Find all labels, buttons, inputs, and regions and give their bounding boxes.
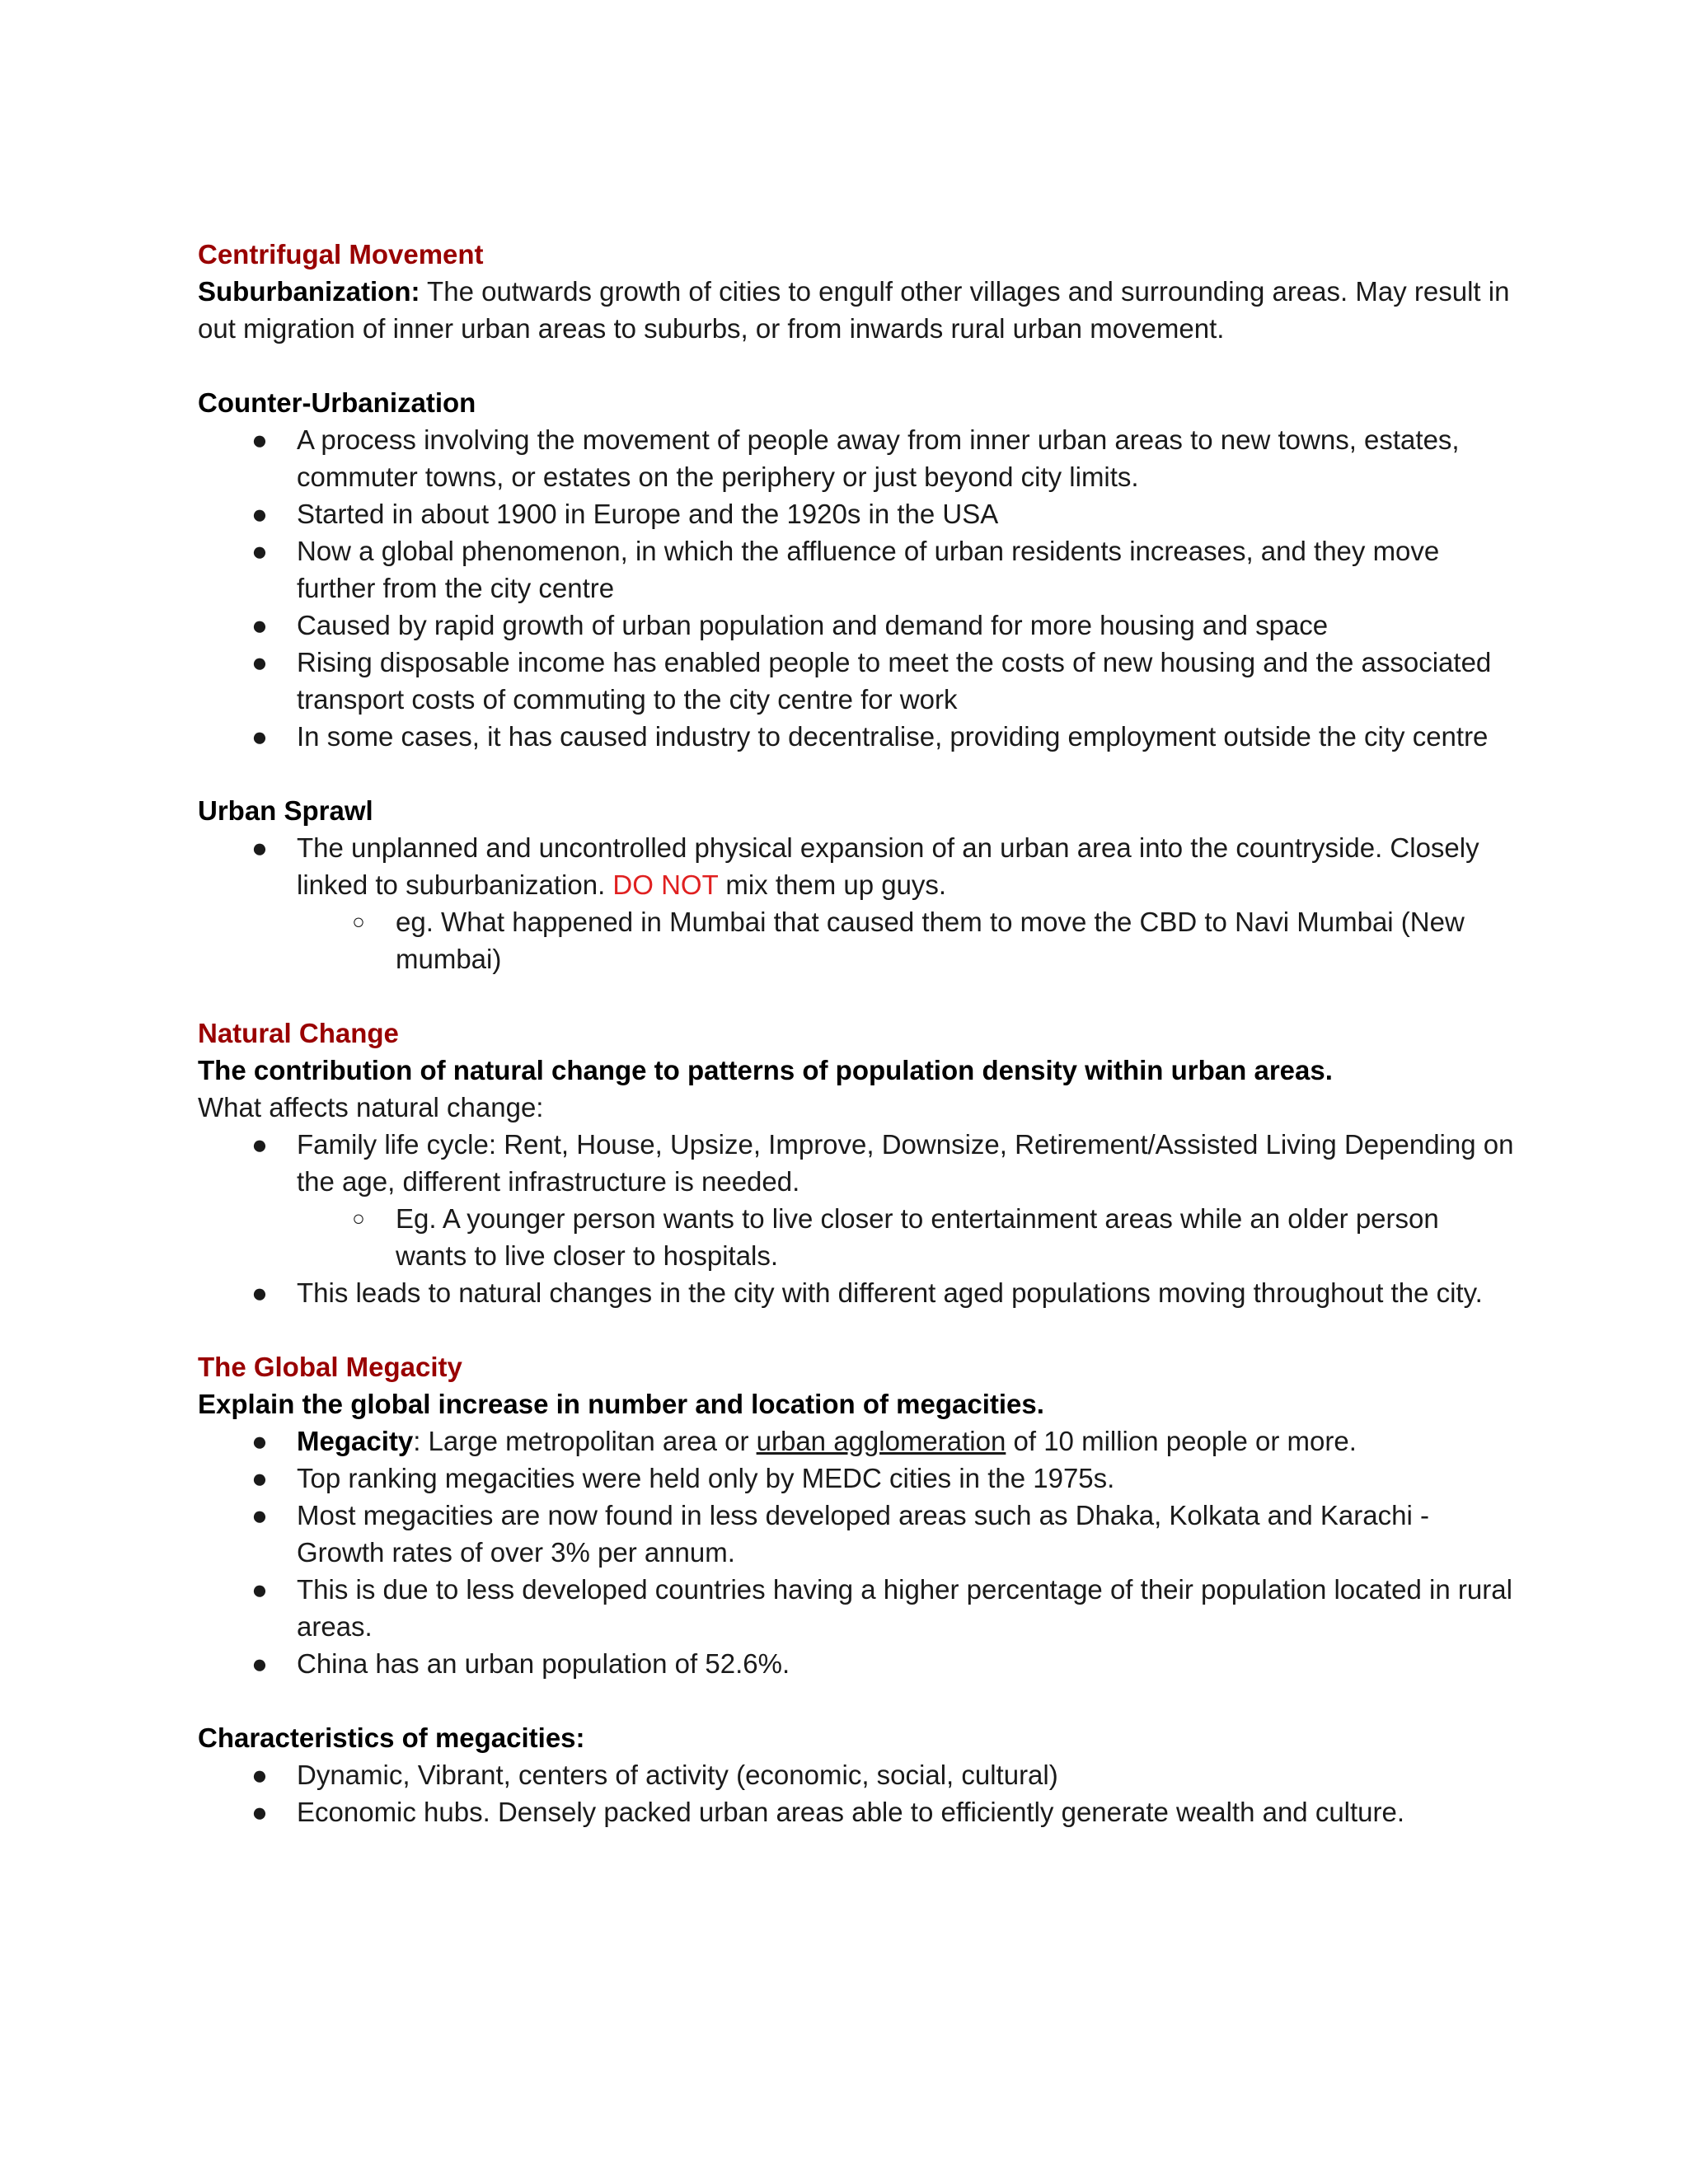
characteristics-list <box>198 1756 1517 1830</box>
natural-change-intro: What affects natural change: <box>198 1092 544 1122</box>
bullet-icon: ● <box>251 1129 268 1160</box>
list-item: ● This leads to natural changes in the city with different aged populations moving throughout the city. <box>198 1274 1517 1311</box>
document-page <box>198 236 1517 1830</box>
megacity-subheading: Explain the global increase in number and location of megacities. <box>198 1389 1044 1419</box>
sub-bullet-icon: ○ <box>352 909 365 934</box>
bullet-icon: ● <box>251 647 268 677</box>
megacity-term: Megacity <box>297 1426 414 1456</box>
bullet-icon: ● <box>251 1648 268 1679</box>
list-item: ● Economic hubs. Densely packed urban areas able to efficiently generate wealth and culture. <box>198 1793 1517 1830</box>
megacity-list <box>198 1422 1517 1682</box>
list-item: ● A process involving the movement of people away from inner urban areas to new towns, estates, commuter towns, or estates on the periphery or just beyond city limits. <box>198 421 1517 495</box>
bullet-icon: ● <box>251 424 268 455</box>
bullet-icon: ● <box>251 1797 268 1827</box>
bullet-icon: ● <box>251 1426 268 1456</box>
spacer <box>198 1682 1517 1719</box>
bullet-icon: ● <box>251 536 268 566</box>
list-item: ● Megacity: Large metropolitan area or urban agglomeration of 10 million people or more. <box>198 1422 1517 1460</box>
urban-sprawl-sublist <box>297 903 1517 977</box>
urban-sprawl-list <box>198 829 1517 977</box>
bullet-icon: ● <box>251 1574 268 1605</box>
bullet-icon: ● <box>251 1500 268 1530</box>
bullet-icon: ● <box>251 721 268 752</box>
suburbanization-paragraph <box>198 273 1517 347</box>
bullet-icon: ● <box>251 499 268 529</box>
heading-centrifugal-movement: Centrifugal Movement <box>198 239 484 269</box>
heading-counter-urbanization: Counter-Urbanization <box>198 387 476 418</box>
spacer <box>198 347 1517 384</box>
spacer <box>198 977 1517 1015</box>
heading-urban-sprawl: Urban Sprawl <box>198 795 373 826</box>
bullet-icon: ● <box>251 1463 268 1493</box>
list-item: ● Most megacities are now found in less developed areas such as Dhaka, Kolkata and Karachi - Growth rates of over 3% per annum. <box>198 1497 1517 1571</box>
list-item: ● Dynamic, Vibrant, centers of activity (economic, social, cultural) <box>198 1756 1517 1793</box>
list-item: ● This is due to less developed countries having a higher percentage of their population located in rural areas. <box>198 1571 1517 1645</box>
do-not-highlight: DO NOT <box>612 869 719 900</box>
counter-urbanization-list <box>198 421 1517 755</box>
list-item: ● The unplanned and uncontrolled physical expansion of an urban area into the countryside. Closely linked to suburbanization. DO NOT mix them up guys. ○ eg. What happened in Mumbai that caused them to move the CBD to Navi Mumbai (New mumbai) <box>198 829 1517 977</box>
natural-change-subheading: The contribution of natural change to patterns of population density within urban areas. <box>198 1055 1333 1085</box>
urban-agglomeration-link[interactable]: urban agglomeration <box>756 1426 1006 1456</box>
natural-change-list <box>198 1126 1517 1311</box>
suburbanization-term: Suburbanization: <box>198 276 420 307</box>
list-item: ○ Eg. A younger person wants to live closer to entertainment areas while an older person wants to live closer to hospitals. <box>297 1200 1517 1274</box>
list-item: ● Top ranking megacities were held only by MEDC cities in the 1975s. <box>198 1460 1517 1497</box>
bullet-icon: ● <box>251 610 268 640</box>
list-item: ○ eg. What happened in Mumbai that caused them to move the CBD to Navi Mumbai (New mumbai) <box>297 903 1517 977</box>
sub-bullet-icon: ○ <box>352 1206 365 1230</box>
list-item: ● Started in about 1900 in Europe and the 1920s in the USA <box>198 495 1517 532</box>
list-item: ● Family life cycle: Rent, House, Upsize, Improve, Downsize, Retirement/Assisted Living Depending on the age, different infrastructure is needed. ○ Eg. A younger person wants to live closer to entertainment areas while an older person wants to live closer to hospitals. <box>198 1126 1517 1274</box>
list-item: ● Now a global phenomenon, in which the affluence of urban residents increases, and they move further from the city centre <box>198 532 1517 607</box>
heading-characteristics: Characteristics of megacities: <box>198 1722 585 1753</box>
list-item: ● In some cases, it has caused industry to decentralise, providing employment outside the city centre <box>198 718 1517 755</box>
list-item: ● Rising disposable income has enabled people to meet the costs of new housing and the associated transport costs of commuting to the city centre for work <box>198 644 1517 718</box>
bullet-icon: ● <box>251 832 268 863</box>
list-item: ● China has an urban population of 52.6%. <box>198 1645 1517 1682</box>
spacer <box>198 755 1517 792</box>
spacer <box>198 1311 1517 1348</box>
heading-natural-change: Natural Change <box>198 1018 399 1048</box>
bullet-icon: ● <box>251 1277 268 1308</box>
suburbanization-text: The outwards growth of cities to engulf other villages and surrounding areas. May result in out migration of inner urban areas to suburbs, or from inwards rural urban movement. <box>198 276 1510 344</box>
bullet-icon: ● <box>251 1760 268 1790</box>
list-item: ● Caused by rapid growth of urban population and demand for more housing and space <box>198 607 1517 644</box>
natural-change-sublist <box>297 1200 1517 1274</box>
heading-global-megacity: The Global Megacity <box>198 1352 462 1382</box>
